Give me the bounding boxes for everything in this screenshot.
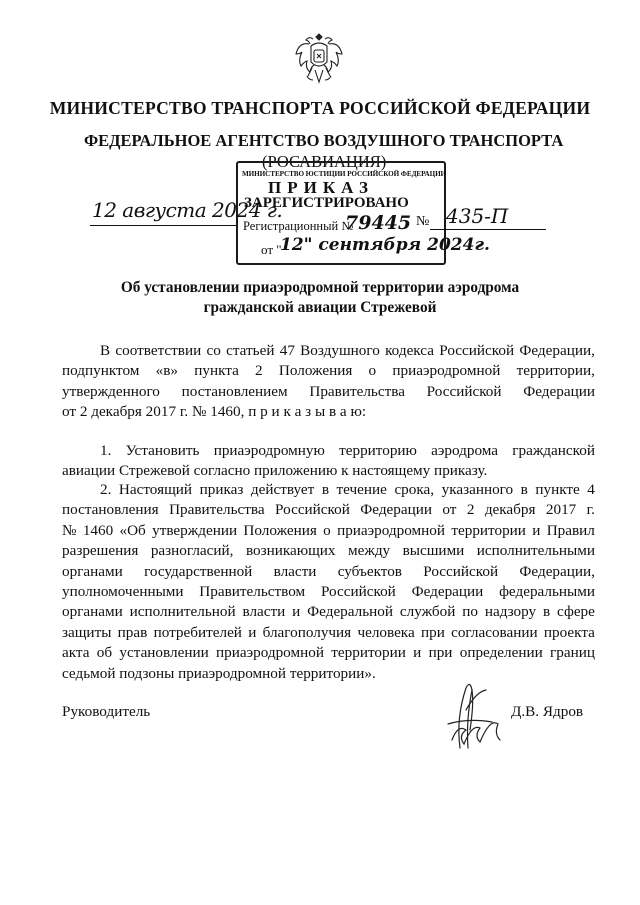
body-text-line: органами государственной власти субъектов Российской Федерации, bbox=[62, 562, 595, 580]
signatory-title: Руководитель bbox=[62, 703, 151, 720]
body-text-line: подпунктом «в» пункта 2 Положения о приаэродромной территории, bbox=[62, 362, 595, 380]
handwritten-signature bbox=[430, 680, 510, 752]
body-text-line: акта об установлении приаэродромной территории и при определении границ bbox=[62, 644, 595, 662]
body-text-line: В соответствии со статьей 47 Воздушного кодекса Российской Федерации, bbox=[100, 342, 595, 359]
order-number-sign: № bbox=[416, 214, 430, 229]
coat-of-arms-emblem bbox=[293, 30, 345, 90]
body-text-line: 1. Установить приаэродромную территорию аэродрома гражданской bbox=[100, 442, 595, 459]
stamp-reg-number: 79445 bbox=[345, 212, 412, 234]
stamp-date: 12" сентября 2024г. bbox=[280, 235, 490, 255]
order-title: ПРИКАЗ bbox=[268, 178, 374, 197]
order-subject-line: гражданской авиации Стрежевой bbox=[203, 299, 437, 316]
body-text-line: от 2 декабря 2017 г. № 1460, п р и к а з ы в а ю: bbox=[62, 403, 367, 421]
date-underline bbox=[90, 225, 236, 226]
body-text-line: защиты прав потребителей и благополучия человека при согласовании проекта bbox=[62, 623, 595, 641]
body-text-line: уполномоченными Правительством Российской Федерации федеральными bbox=[62, 583, 595, 600]
body-text-line: разрешения разногласий, возникающих между высшими исполнительными bbox=[62, 542, 595, 560]
body-text-line: седьмой подзоны приаэродромной территории». bbox=[62, 664, 376, 682]
body-text-line: постановления Правительства Российской Федерации от 2 декабря 2017 г. bbox=[62, 501, 595, 519]
order-subject-line: Об установлении приаэродромной территории аэродрома bbox=[120, 279, 520, 296]
body-text-line: авиации Стрежевой согласно приложению к настоящему приказу. bbox=[62, 462, 488, 480]
signatory-name: Д.В. Ядров bbox=[511, 703, 584, 720]
body-text-line: 2. Настоящий приказ действует в течение срока, указанного в пункте 4 bbox=[100, 481, 595, 498]
stamp-registered-label: ЗАРЕГИСТРИРОВАНО bbox=[244, 195, 409, 211]
number-underline bbox=[430, 229, 546, 230]
order-number: 435-П bbox=[446, 204, 509, 228]
agency-abbreviation: (РОСАВИАЦИЯ) bbox=[262, 152, 387, 171]
ministry-name: МИНИСТЕРСТВО ТРАНСПОРТА РОССИЙСКОЙ ФЕДЕРАЦИИ bbox=[49, 98, 591, 118]
stamp-organization: МИНИСТЕРСТВО ЮСТИЦИИ РОССИЙСКОЙ ФЕДЕРАЦИИ bbox=[242, 170, 447, 178]
body-text-line: утвержденного постановлением Правительства Российской Федерации bbox=[62, 382, 595, 400]
body-text-line: органами исполнительной власти и Федеральной службой по надзору в сфере bbox=[62, 603, 595, 621]
stamp-reg-number-label: Регистрационный № bbox=[243, 219, 354, 233]
agency-name: ФЕДЕРАЛЬНОЕ АГЕНТСТВО ВОЗДУШНОГО ТРАНСПОРТА bbox=[84, 131, 564, 150]
stamp-date-label: от " bbox=[261, 242, 282, 257]
order-date: 12 августа 2024 г. bbox=[92, 198, 283, 222]
body-text-line: № 1460 «Об утверждении Положения о приаэродромной территории и Правил bbox=[62, 521, 595, 539]
